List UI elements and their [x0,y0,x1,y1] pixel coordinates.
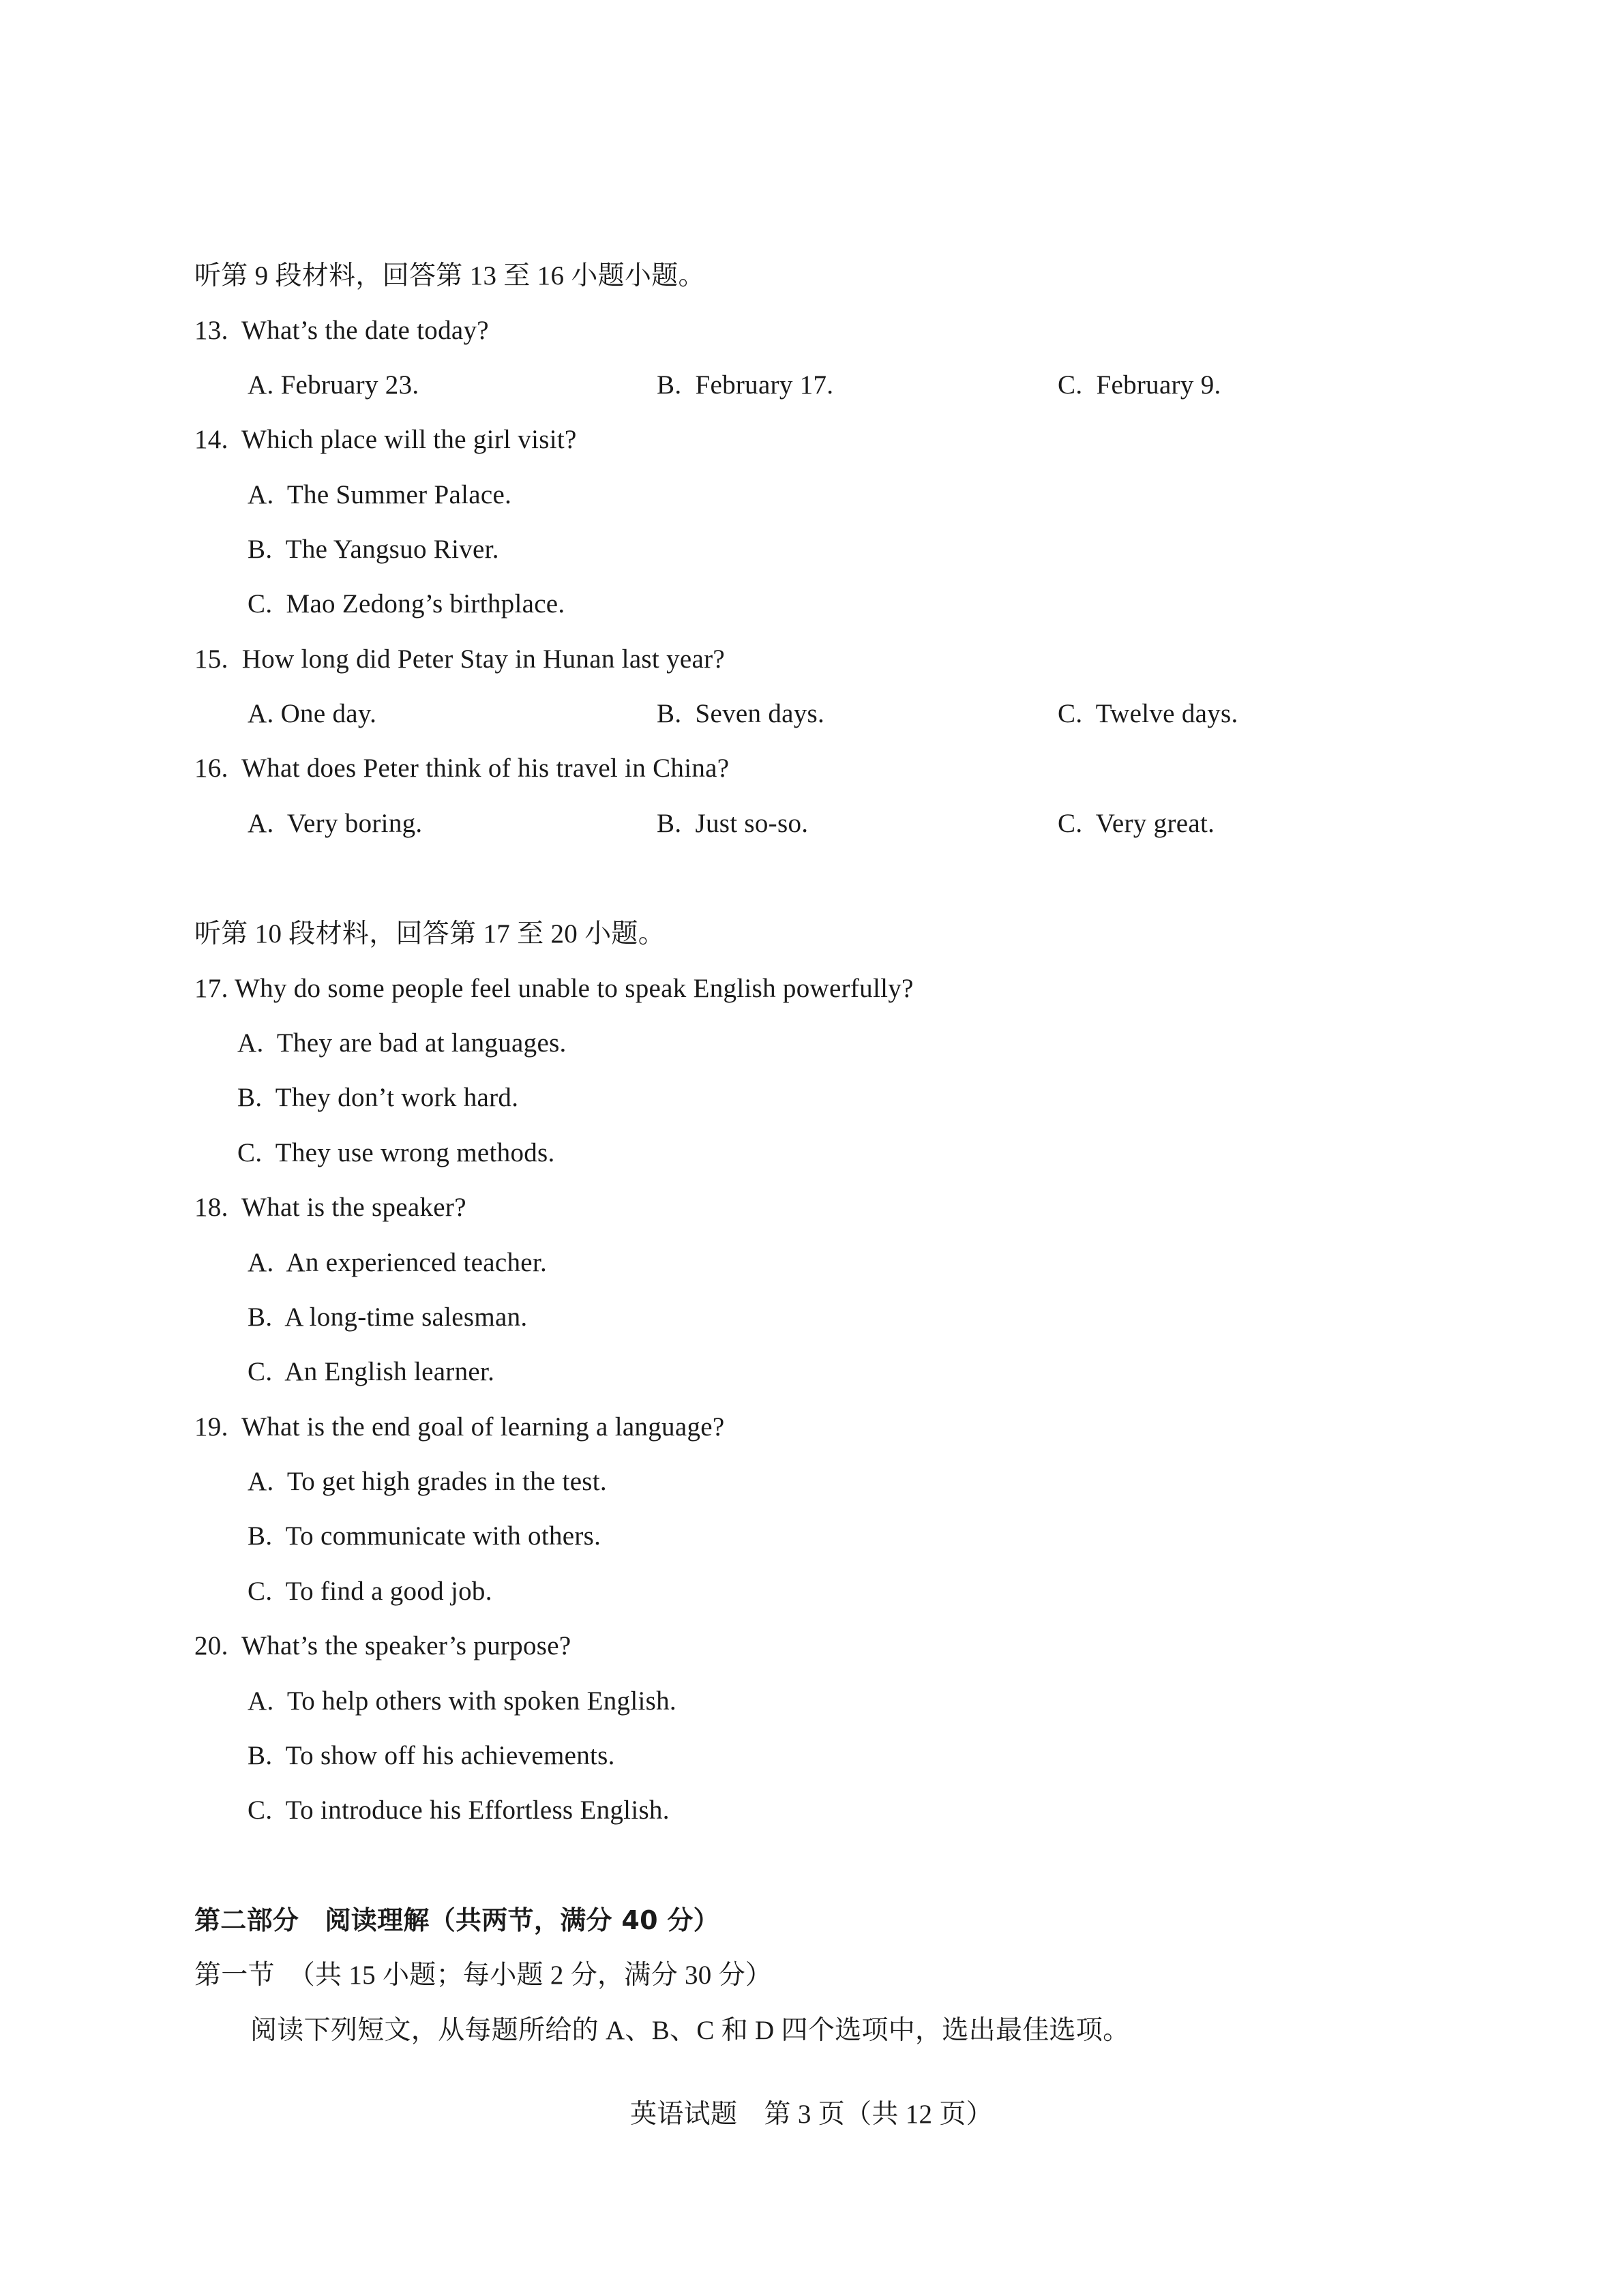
question-14: 14. Which place will the girl visit? [194,425,577,454]
q19-option-a: A. To get high grades in the test. [248,1467,607,1496]
q15-option-a: A. One day. [248,699,377,728]
question-13: 13. What’s the date today? [194,316,489,345]
question-16: 16. What does Peter think of his travel in China? [194,754,730,783]
q15-option-c: C. Twelve days. [1058,699,1238,728]
q17-option-b: B. They don’t work hard. [237,1083,519,1112]
q20-option-b: B. To show off his achievements. [248,1741,615,1770]
q14-option-b: B. The Yangsuo River. [248,535,499,564]
q20-option-c: C. To introduce his Effortless English. [248,1795,670,1825]
part-2-section-1-heading: 第一节 （共 15 小题；每小题 2 分，满分 30 分） [194,1960,773,1990]
q13-option-c: C. February 9. [1058,370,1221,400]
question-17: 17. Why do some people feel unable to speak English powerfully? [194,974,914,1003]
q16-option-c: C. Very great. [1058,809,1215,838]
q18-option-a: A. An experienced teacher. [248,1248,548,1277]
section-10-heading: 听第 10 段材料，回答第 17 至 20 小题。 [194,919,666,949]
q14-option-a: A. The Summer Palace. [248,480,512,509]
q18-option-b: B. A long-time salesman. [248,1302,528,1332]
q17-option-c: C. They use wrong methods. [237,1138,555,1167]
q18-option-c: C. An English learner. [248,1357,495,1386]
q15-option-b: B. Seven days. [657,699,825,728]
q19-option-c: C. To find a good job. [248,1577,492,1606]
question-20: 20. What’s the speaker’s purpose? [194,1631,571,1660]
q16-option-b: B. Just so-so. [657,809,809,838]
part-2-instruction: 阅读下列短文，从每题所给的 A、B、C 和 D 四个选项中，选出最佳选项。 [250,2016,1130,2045]
section-9-heading: 听第 9 段材料，回答第 13 至 16 小题小题。 [194,261,705,290]
part-2-title: 第二部分 阅读理解（共两节，满分 40 分） [194,1905,719,1935]
question-15: 15. How long did Peter Stay in Hunan last year? [194,644,726,674]
q16-option-a: A. Very boring. [248,809,423,838]
q17-option-a: A. They are bad at languages. [237,1028,567,1058]
q13-option-b: B. February 17. [657,370,834,400]
q13-option-a: A. February 23. [248,370,419,400]
question-18: 18. What is the speaker? [194,1193,466,1222]
q20-option-a: A. To help others with spoken English. [248,1686,676,1716]
page-footer: 英语试题 第 3 页（共 12 页） [630,2100,993,2129]
question-19: 19. What is the end goal of learning a language? [194,1412,725,1442]
q14-option-c: C. Mao Zedong’s birthplace. [248,589,565,618]
q19-option-b: B. To communicate with others. [248,1521,601,1551]
